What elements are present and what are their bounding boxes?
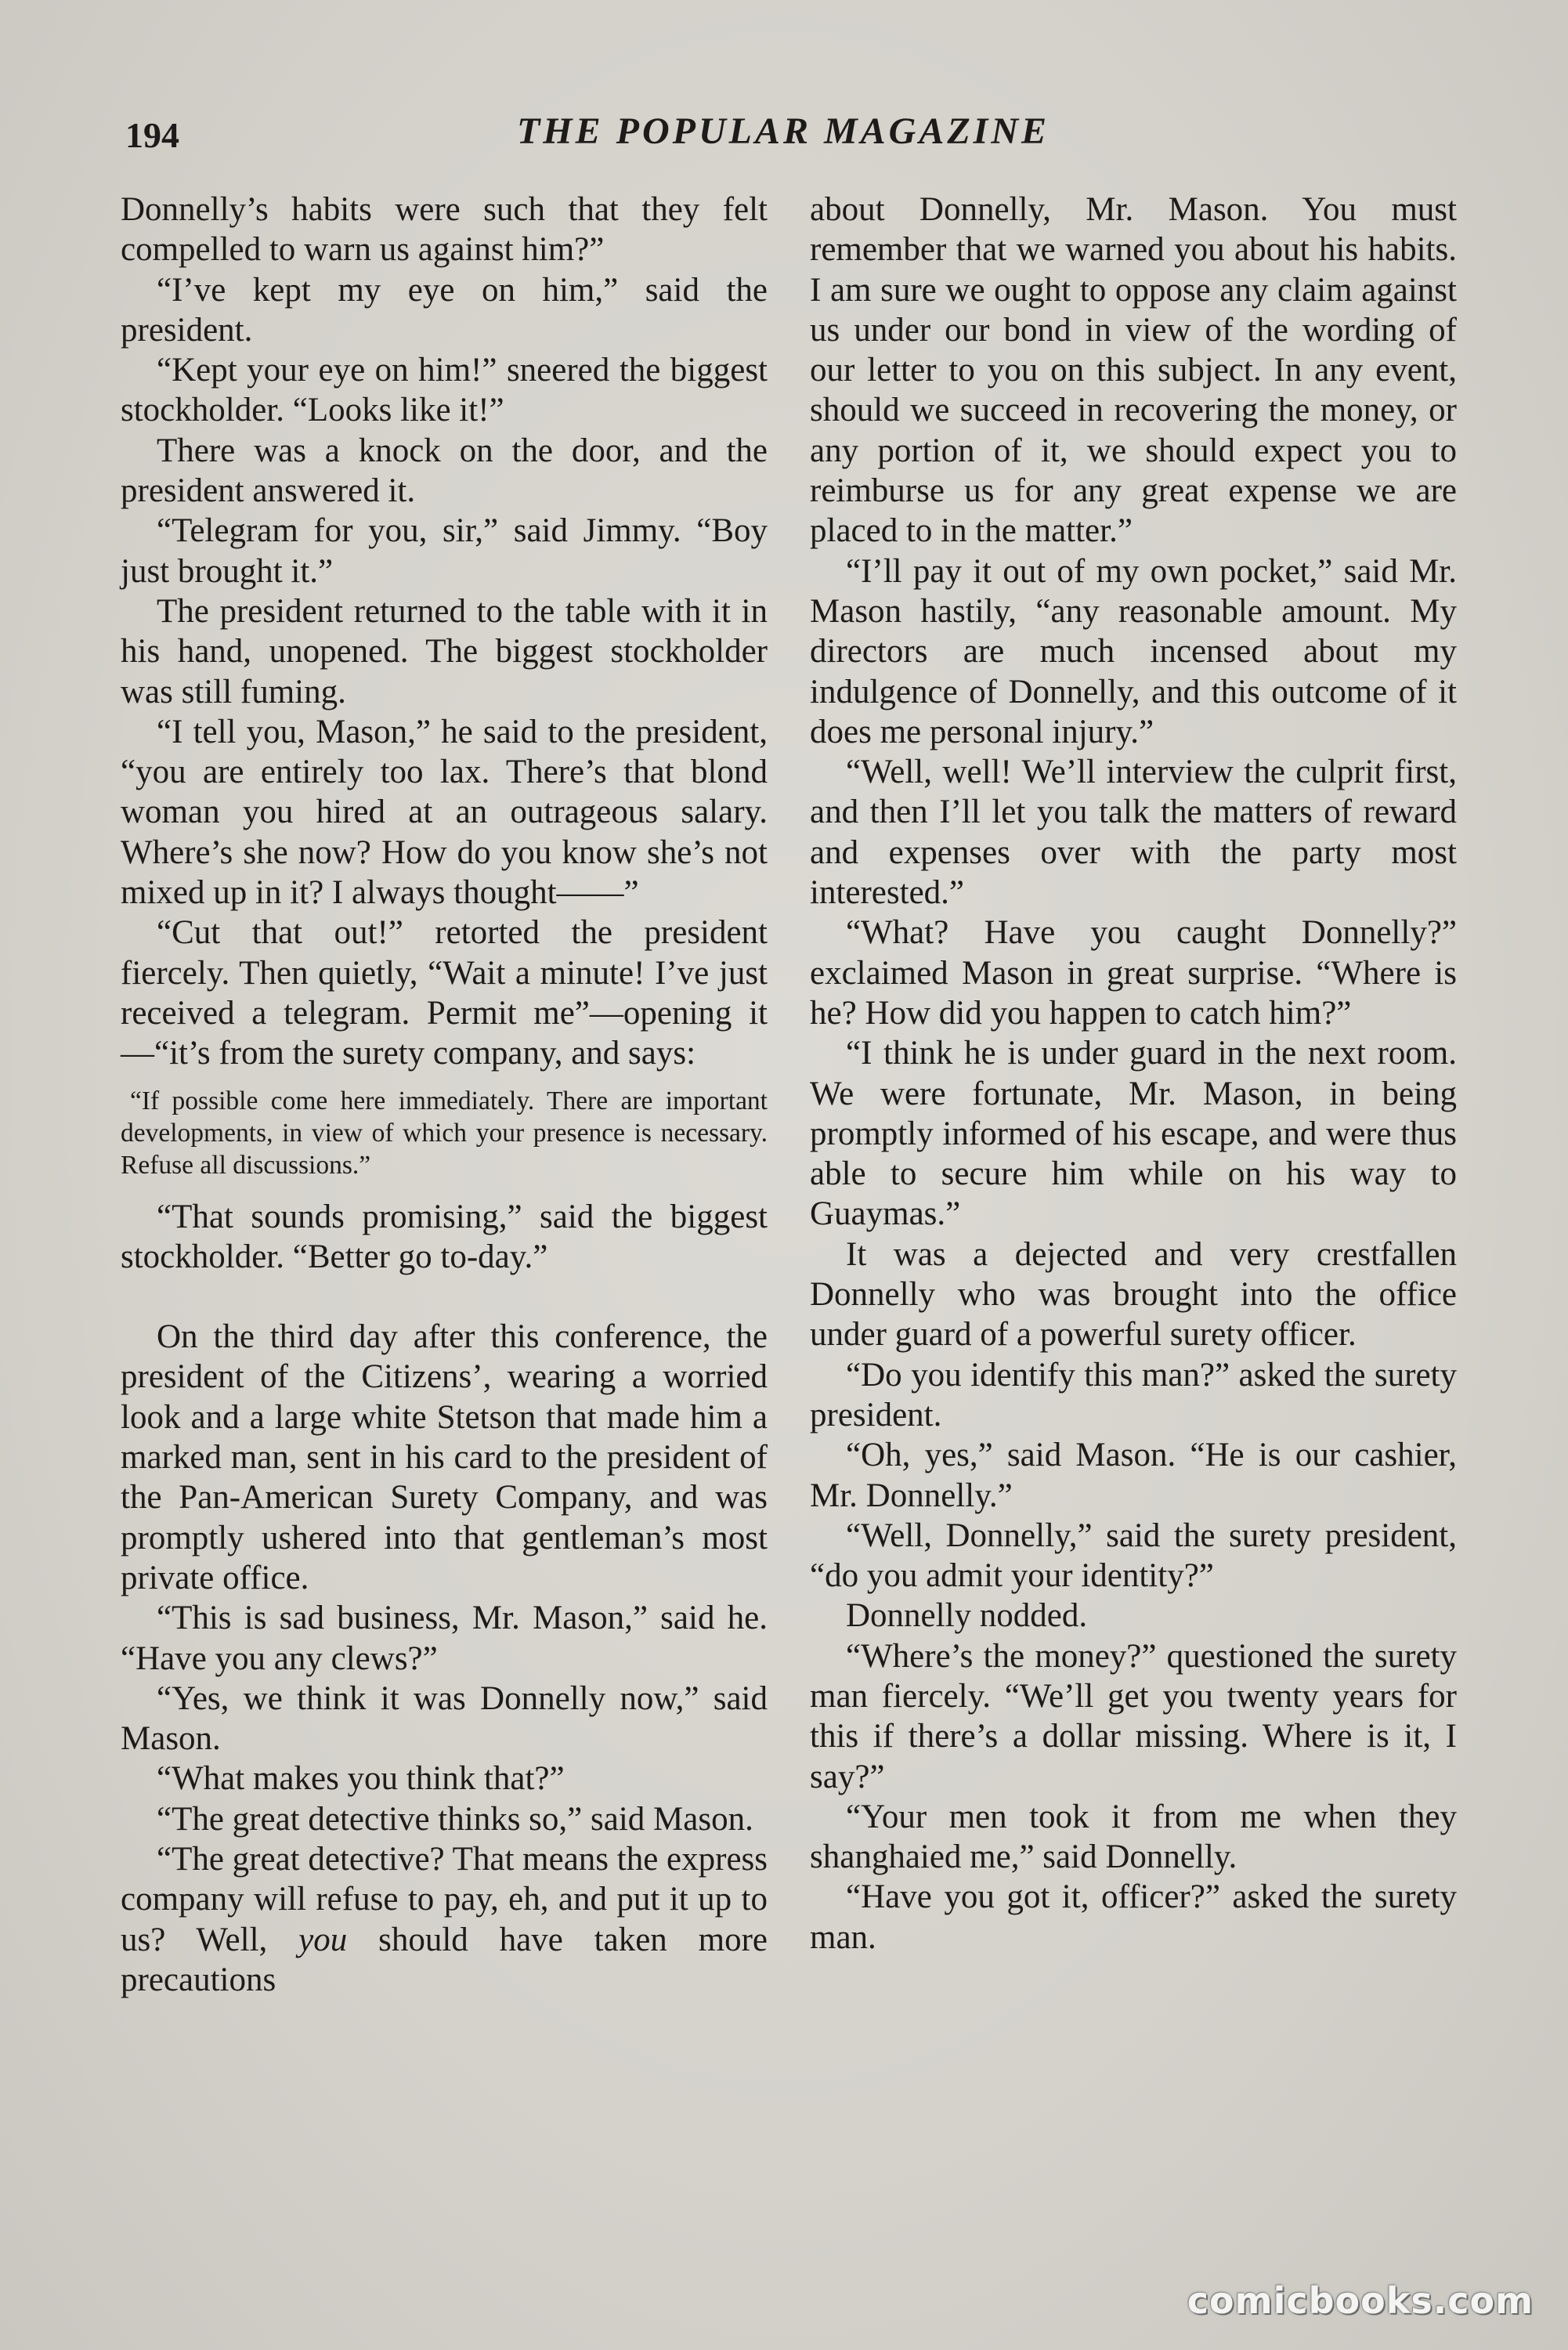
paragraph: “Oh, yes,” said Mason. “He is our cashier, Mr. Donnelly.” (810, 1437, 1457, 1514)
paragraph: “What? Have you caught Donnelly?” exclaimed Mason in great surprise. “Where is he? How did you happen to catch him?” (810, 914, 1457, 1032)
paragraph: about Donnelly, Mr. Mason. You must remember that we warned you about his habits. I am sure we ought to oppose any claim against us under our bond in view of the wording of our letter to you on this subject. In any event, should we succeed in recovering the money, or any portion of it, we should expect you to reimburse us for any great expense we are placed to in the matter.” (810, 191, 1457, 550)
running-title: THE POPULAR MAGAZINE (516, 110, 1050, 152)
paragraph: “That sounds promising,” said the biggest stockholder. “Better go to-day.” (121, 1198, 768, 1275)
left-column (121, 190, 768, 2000)
paragraph: Donnelly nodded. (846, 1597, 1088, 1635)
paragraph: “Telegram for you, sir,” said Jimmy. “Boy just brought it.” (121, 512, 768, 590)
paragraph: The president returned to the table with it in his hand, unopened. The biggest stockholder was still fuming. (121, 592, 768, 710)
paragraph: “The great detective thinks so,” said Mason. (157, 1800, 753, 1838)
paragraph: “I’ve kept my eye on him,” said the president. (121, 271, 768, 349)
paragraph: “Your men took it from me when they shanghaied me,” said Donnelly. (810, 1798, 1457, 1876)
paragraph: It was a dejected and very crestfallen Donnelly who was brought into the office under guard of a powerful surety officer. (810, 1235, 1457, 1354)
paragraph: “I think he is under guard in the next room. We were fortunate, Mr. Mason, in being promptly informed of his escape, and were thus able to secure him while on his way to Guaymas.” (810, 1035, 1457, 1233)
paragraph (121, 1839, 768, 2000)
paragraph: “Cut that out!” retorted the president fiercely. Then quietly, “Wait a minute! I’ve just received a telegram. Permit me”—opening it—“it’s from the surety company, and says: (121, 914, 768, 1072)
paragraph: “Kept your eye on him!” sneered the biggest stockholder. “Looks like it!” (121, 352, 768, 429)
paragraph: “Have you got it, officer?” asked the surety man. (810, 1878, 1457, 1956)
right-column (810, 190, 1457, 1958)
page-header (117, 110, 1449, 164)
telegram-quote: “If possible come here immediately. There are important developments, in view of which your presence is necessary. Refuse all discussions.” (121, 1086, 768, 1180)
paragraph: “What makes you think that?” (157, 1760, 565, 1798)
paragraph: “Where’s the money?” questioned the surety man fiercely. “We’ll get you twenty years for this if there’s a dollar missing. Where is it, I say?” (810, 1637, 1457, 1795)
paragraph-text: should have taken more precautions (121, 1921, 768, 1998)
paragraph: “Yes, we think it was Donnelly now,” said Mason. (121, 1679, 768, 1758)
paragraph: “I’ll pay it out of my own pocket,” said Mr. Mason hastily, “any reasonable amount. My directors are much incensed about my indulgence of Donnelly, and this outcome of it does me personal injury.” (810, 552, 1457, 750)
paragraph: “This is sad business, Mr. Mason,” said he. “Have you any clews?” (121, 1600, 768, 1677)
paragraph: On the third day after this conference, the president of the Citizens’, wearing a worried look and a large white Stetson that made him a marked man, sent in his card to the president of the Pan-American Surety Company, and was promptly ushered into that gentleman’s most private office. (121, 1318, 768, 1596)
paragraph-text: “The great detective? That means the express company will refuse to pay, eh, and put it up to us? Well, (121, 1840, 768, 1958)
paragraph: There was a knock on the door, and the president answered it. (121, 432, 768, 510)
page-number: 194 (125, 115, 179, 155)
paragraph: “Well, well! We’ll interview the culprit first, and then I’ll let you talk the matters of reward and expenses over with the party most interested.” (810, 754, 1457, 912)
paragraph: “Well, Donnelly,” said the surety president, “do you admit your identity?” (810, 1517, 1457, 1595)
emphasized-word: you (298, 1921, 348, 1958)
paragraph: “I tell you, Mason,” he said to the president, “you are entirely too lax. There’s that blond woman you hired at an outrageous salary. Where’s she now? How do you know she’s not mixed up in it? I always thought——” (121, 713, 768, 912)
site-watermark: comicbooks.com (1187, 2280, 1534, 2322)
paragraph: Donnelly’s habits were such that they felt compelled to warn us against him?” (121, 191, 768, 269)
paragraph: “Do you identify this man?” asked the surety president. (810, 1356, 1457, 1434)
